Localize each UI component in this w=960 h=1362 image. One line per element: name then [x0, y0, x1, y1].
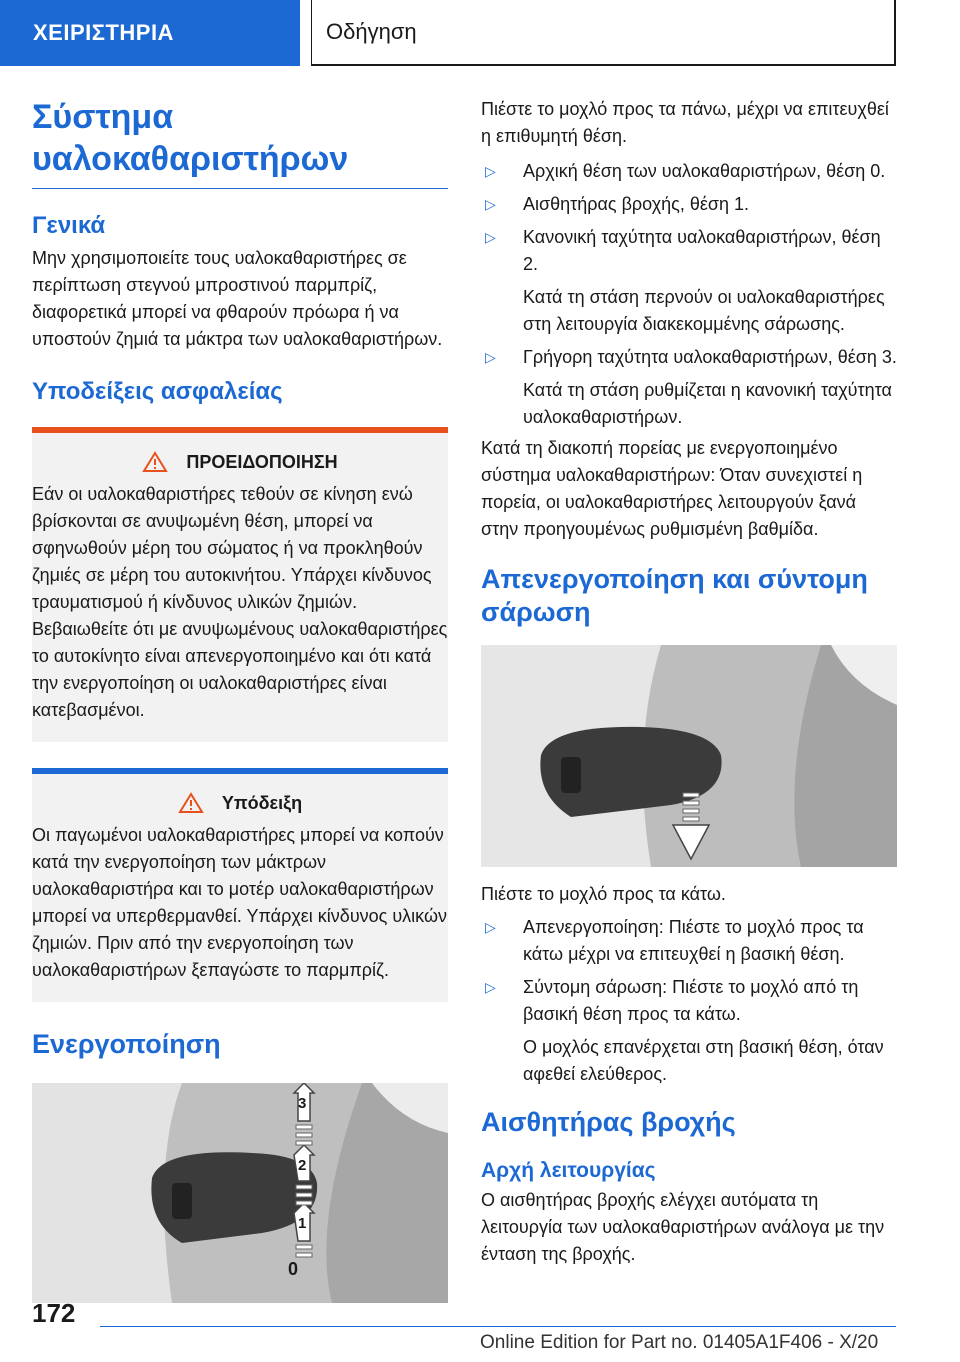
position-list [481, 158, 897, 431]
list-item-text: Γρήγορη ταχύτητα υαλοκαθαριστήρων, θέση 3. [523, 347, 897, 367]
bullet-triangle-icon: ▷ [485, 919, 496, 935]
list-item-text: Σύντομη σάρωση: Πιέστε το μοχλό από τη βασική θέση προς τα κάτω. [523, 977, 859, 1024]
bullet-triangle-icon: ▷ [485, 196, 496, 212]
page-title: Σύστημα υαλοκαθαριστήρων [32, 96, 448, 189]
section-title: Οδήγηση [312, 0, 896, 66]
bullet-triangle-icon: ▷ [485, 349, 496, 365]
note-box [32, 768, 448, 1002]
footer-rule [100, 1326, 896, 1327]
list-item [481, 191, 897, 218]
position-label-2: 2 [298, 1157, 307, 1174]
list-item [481, 224, 897, 278]
general-text: Μην χρησιμοποιείτε τους υαλοκαθαριστήρες σε περίπτωση στεγνού μπροστινού παρμπρίζ, διαφορετικά μπορεί να φθαρούν πρόωρα ή να υποστούν ζημιά τα μάκτρα των υαλοκαθαριστήρων. [32, 248, 443, 349]
bullet-triangle-icon: ▷ [485, 163, 496, 179]
general-heading: Γενικά [32, 212, 106, 239]
warning-title: ΠΡΟΕΙΔΟΠΟΙΗΣΗ [186, 451, 338, 472]
intro-text: Πιέστε το μοχλό προς τα πάνω, μέχρι να επιτευχθεί η επιθυμητή θέση. [481, 99, 889, 146]
left-column [32, 96, 448, 1303]
safety-heading: Υποδείξεις ασφαλείας [32, 378, 283, 405]
footer-edition: Online Edition for Part no. 01405A1F406 - X/20 [480, 1332, 879, 1353]
position-label-3: 3 [298, 1095, 307, 1112]
bullet-triangle-icon: ▷ [485, 229, 496, 245]
list-item-text: Κανονική ταχύτητα υαλοκαθαριστήρων, θέση 2. [523, 227, 881, 274]
list-item [481, 914, 897, 968]
notice-triangle-icon [178, 792, 204, 814]
warning-text: Εάν οι υαλοκαθαριστήρες τεθούν σε κίνηση ενώ βρίσκονται σε ανυψωμένη θέση, μπορεί να σφηνωθούν μέρη του σώματος ή να προκληθούν ζημιές σε μέρη του αυτοκινήτου. Υπάρχει κίνδυνος τραυματισμού ή κίνδυνος υλικών ζημιών. Βεβαιωθείτε ότι με ανυψωμένους υαλοκαθαριστήρες το αυτοκίνητο είναι απενεργοποιημένο και ότι κατά την ενεργοποίηση οι υαλοκαθαριστήρες είναι κατεβασμένοι. [32, 484, 448, 720]
warning-title-row [32, 451, 448, 473]
list-item-text: Αρχική θέση των υαλοκαθαριστήρων, θέση 0. [523, 161, 886, 181]
rain-sensor-heading: Αισθητήρας βροχής [481, 1107, 736, 1137]
principle-text: Ο αισθητήρας βροχής ελέγχει αυτόματα τη λειτουργία των υαλοκαθαριστήρων ανάλογα με την ένταση της βροχής. [481, 1190, 885, 1264]
right-column [481, 96, 897, 1268]
list-item [481, 158, 897, 185]
warning-box [32, 427, 448, 742]
deactivation-heading: Απενεργοποίηση και σύντομη σάρωση [481, 564, 868, 627]
position-label-0: 0 [288, 1259, 299, 1279]
list-item-note: Ο μοχλός επανέρχεται στη βασική θέση, όταν αφεθεί ελεύθερος. [523, 1037, 884, 1084]
note-text: Οι παγωμένοι υαλοκαθαριστήρες μπορεί να κοπούν κατά την ενεργοποίηση των μάκτρων υαλοκαθαριστήρα και το μοτέρ υαλοκαθαριστήρων μπορεί να υπερθερμανθεί. Υπάρχει κίνδυνος υλικών ζημιών. Πριν από την ενεργοποίηση των υαλοκαθαριστήρων ξεπαγώστε το παρμπρίζ. [32, 825, 448, 980]
list-item-note: Κατά τη στάση ρυθμίζεται η κανονική ταχύτητα υαλοκαθαριστήρων. [523, 380, 892, 427]
stop-text: Κατά τη διακοπή πορείας με ενεργοποιημένο σύστημα υαλοκαθαριστήρων: Όταν συνεχιστεί η πορεία, οι υαλοκαθαριστήρες λειτουργούν ξανά στην προηγουμένως ρυθμισμένη βαθμίδα. [481, 438, 863, 539]
note-title: Υπόδειξη [221, 792, 303, 813]
wiper-lever-illustration [32, 1083, 448, 1303]
wiper-lever-down-figure [481, 645, 897, 867]
list-item-note: Κατά τη στάση περνούν οι υαλοκαθαριστήρες στη λειτουργία διακεκομμένης σάρωσης. [523, 287, 885, 334]
bullet-triangle-icon: ▷ [485, 979, 496, 995]
position-label-1: 1 [298, 1215, 307, 1232]
list-item [481, 974, 897, 1028]
list-item-text: Αισθητήρας βροχής, θέση 1. [523, 194, 750, 214]
wiper-lever-positions-figure [32, 1083, 448, 1303]
press-down-text: Πιέστε το μοχλό προς τα κάτω. [481, 884, 726, 904]
wiper-lever-down-illustration [481, 645, 897, 867]
warning-triangle-icon [142, 451, 168, 473]
chapter-tab: ΧΕΙΡΙΣΤΗΡΙΑ [0, 0, 300, 66]
note-title-row [32, 792, 448, 814]
principle-heading: Αρχή λειτουργίας [481, 1159, 656, 1182]
page-number: 172 [32, 1298, 76, 1328]
deactivation-list [481, 914, 897, 1088]
activation-heading: Ενεργοποίηση [32, 1029, 221, 1059]
list-item [481, 344, 897, 371]
list-item-text: Απενεργοποίηση: Πιέστε το μοχλό προς τα κάτω μέχρι να επιτευχθεί η βασική θέση. [523, 917, 864, 964]
